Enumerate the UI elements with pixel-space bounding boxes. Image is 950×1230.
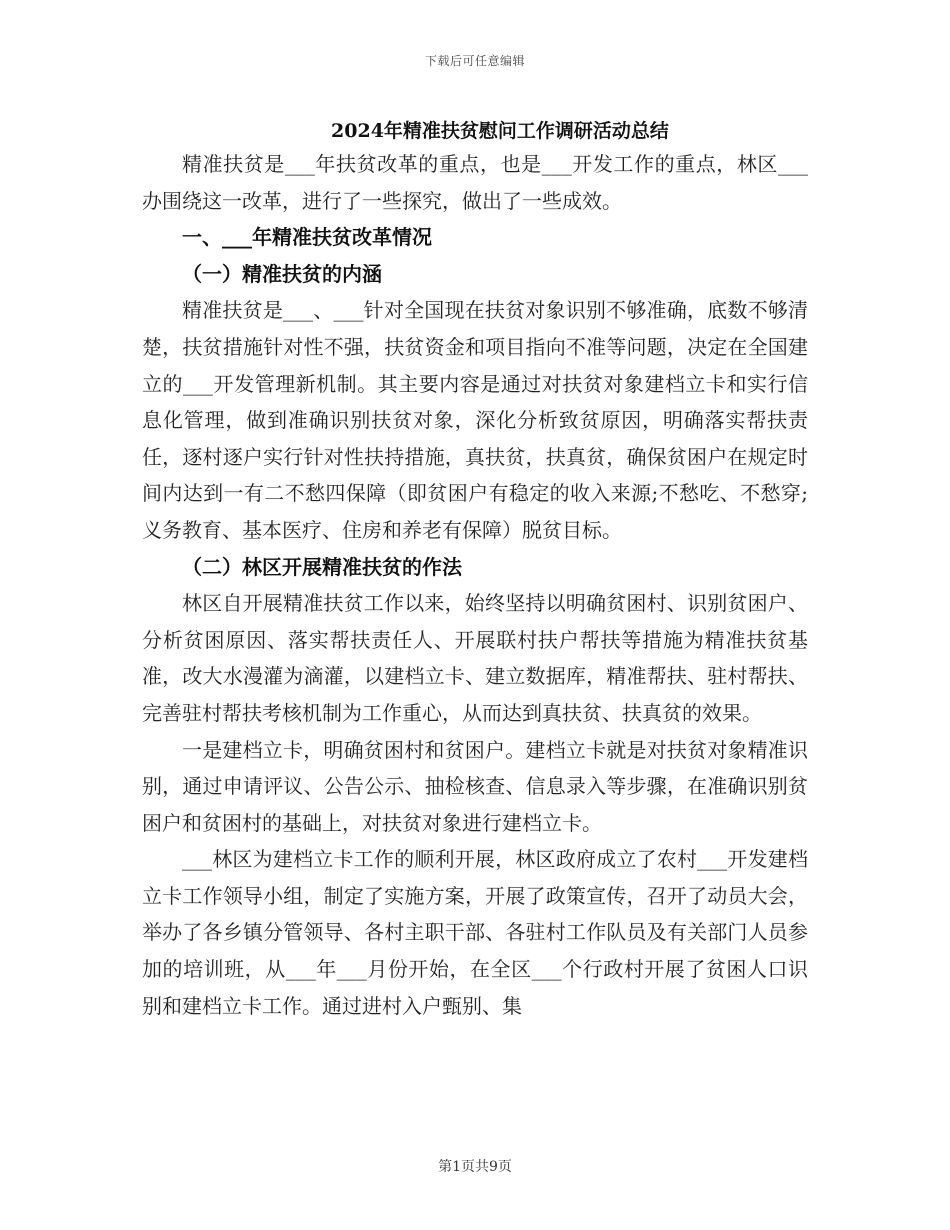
paragraph-implementation: ___林区为建档立卡工作的顺利开展，林区政府成立了农村___开发建档立卡工作领导小组，制定了实施方案，开展了政策宣传，召开了动员大会，举办了各乡镇分管领导、各村主职干部、各驻村工作队员及有关部门人员参加的培训班，从___年___月份开始，在全区___个行政村开展了贫困人口识别和建档立卡工作。通过进村入户甄别、集 bbox=[142, 847, 808, 1018]
paragraph-approach: 林区自开展精准扶贫工作以来，始终坚持以明确贫困村、识别贫困户、分析贫困原因、落实帮扶责任人、开展联村扶户帮扶等措施为精准扶贫基准，改大水漫灌为滴灌，以建档立卡、建立数据库，精准帮扶、驻村帮扶、完善驻村帮扶考核机制为工作重心，从而达到真扶贫、扶真贫的效果。 bbox=[142, 591, 808, 725]
intro-paragraph: 精准扶贫是___年扶贫改革的重点，也是___开发工作的重点，林区___办围绕这一改革，进行了一些探究，做出了一些成效。 bbox=[142, 152, 808, 213]
page-header-note: 下载后可任意编辑 bbox=[424, 54, 525, 68]
page-number-footer: 第1页共9页 bbox=[438, 1159, 512, 1175]
section-heading-1: 一、___年精准扶贫改革情况 bbox=[182, 225, 432, 250]
subsection-heading-2: （二）林区开展精准扶贫的作法 bbox=[182, 554, 462, 579]
subsection-heading-1: （一）精准扶贫的内涵 bbox=[182, 261, 382, 286]
document-title: 2024年精准扶贫慰问工作调研活动总结 bbox=[331, 120, 669, 142]
paragraph-registration: 一是建档立卡，明确贫困村和贫困户。建档立卡就是对扶贫对象精准识别，通过申请评议、公告公示、抽检核查、信息录入等步骤，在准确识别贫困户和贫困村的基础上，对扶贫对象进行建档立卡。 bbox=[142, 737, 808, 835]
document-body bbox=[142, 146, 808, 1024]
paragraph-definition: 精准扶贫是___、___针对全国现在扶贫对象识别不够准确，底数不够清楚，扶贫措施针对性不强，扶贫资金和项目指向不准等问题，决定在全国建立的___开发管理新机制。其主要内容是通过对扶贫对象建档立卡和实行信息化管理，做到准确识别扶贫对象，深化分析致贫原因，明确落实帮扶责任，逐村逐户实行针对性扶持措施，真扶贫，扶真贫，确保贫困户在规定时间内达到一有二不愁四保障（即贫困户有稳定的收入来源;不愁吃、不愁穿;义务教育、基本医疗、住房和养老有保障）脱贫目标。 bbox=[142, 298, 808, 542]
